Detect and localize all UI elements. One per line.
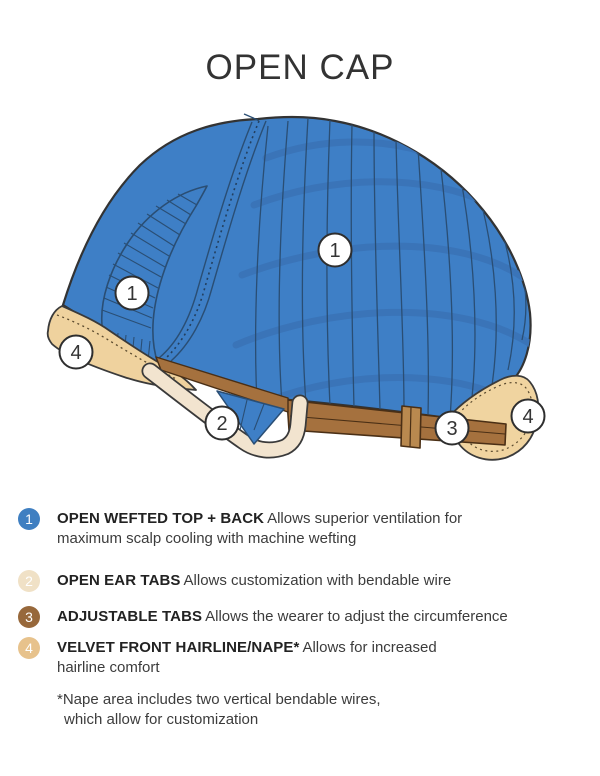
legend-text-1 bbox=[57, 508, 497, 549]
svg-text:1: 1 bbox=[329, 240, 341, 262]
legend-marker-3: 3 bbox=[18, 606, 40, 628]
legend-item-open-wefted bbox=[18, 508, 497, 549]
legend-heading-4: VELVET FRONT HAIRLINE/NAPE* bbox=[57, 639, 300, 656]
legend-heading-2: OPEN EAR TABS bbox=[57, 572, 181, 589]
legend-marker-4: 4 bbox=[18, 637, 40, 659]
legend-description-1: Allows superior ventilation for maximum scalp cooling with machine wefting bbox=[57, 510, 463, 547]
footnote-line-2: which allow for customization bbox=[64, 711, 259, 728]
callout-4-right bbox=[512, 400, 545, 433]
callout-1-front bbox=[116, 277, 149, 310]
callout-1-back bbox=[319, 234, 352, 267]
legend-text-4 bbox=[57, 637, 457, 678]
legend-marker-1: 1 bbox=[18, 508, 40, 530]
svg-text:4: 4 bbox=[522, 406, 534, 428]
legend-marker-2: 2 bbox=[18, 570, 40, 592]
legend-item-velvet-hairline bbox=[18, 637, 457, 678]
legend-description-3: Allows the wearer to adjust the circumference bbox=[205, 608, 508, 625]
cap-diagram bbox=[0, 95, 600, 495]
callout-4-left bbox=[60, 336, 93, 369]
svg-text:2: 2 bbox=[216, 413, 228, 435]
nape-footnote bbox=[57, 690, 381, 730]
legend-heading-1: OPEN WEFTED TOP + BACK bbox=[57, 510, 265, 527]
footnote-line-1: *Nape area includes two vertical bendable wires, bbox=[57, 691, 381, 708]
svg-text:3: 3 bbox=[446, 418, 458, 440]
svg-text:4: 4 bbox=[70, 342, 82, 364]
legend-description-4: Allows for increased hairline comfort bbox=[57, 639, 437, 676]
svg-text:1: 1 bbox=[126, 283, 138, 305]
legend-item-ear-tabs bbox=[18, 570, 451, 592]
legend-heading-3: ADJUSTABLE TABS bbox=[57, 608, 203, 625]
legend-item-adjustable-tabs bbox=[18, 606, 508, 628]
callout-2 bbox=[206, 407, 239, 440]
legend-description-2: Allows customization with bendable wire bbox=[183, 572, 452, 589]
callout-3 bbox=[436, 412, 469, 445]
legend-text-2 bbox=[57, 570, 451, 591]
legend-text-3 bbox=[57, 606, 508, 627]
page-title: OPEN CAP bbox=[205, 48, 395, 87]
